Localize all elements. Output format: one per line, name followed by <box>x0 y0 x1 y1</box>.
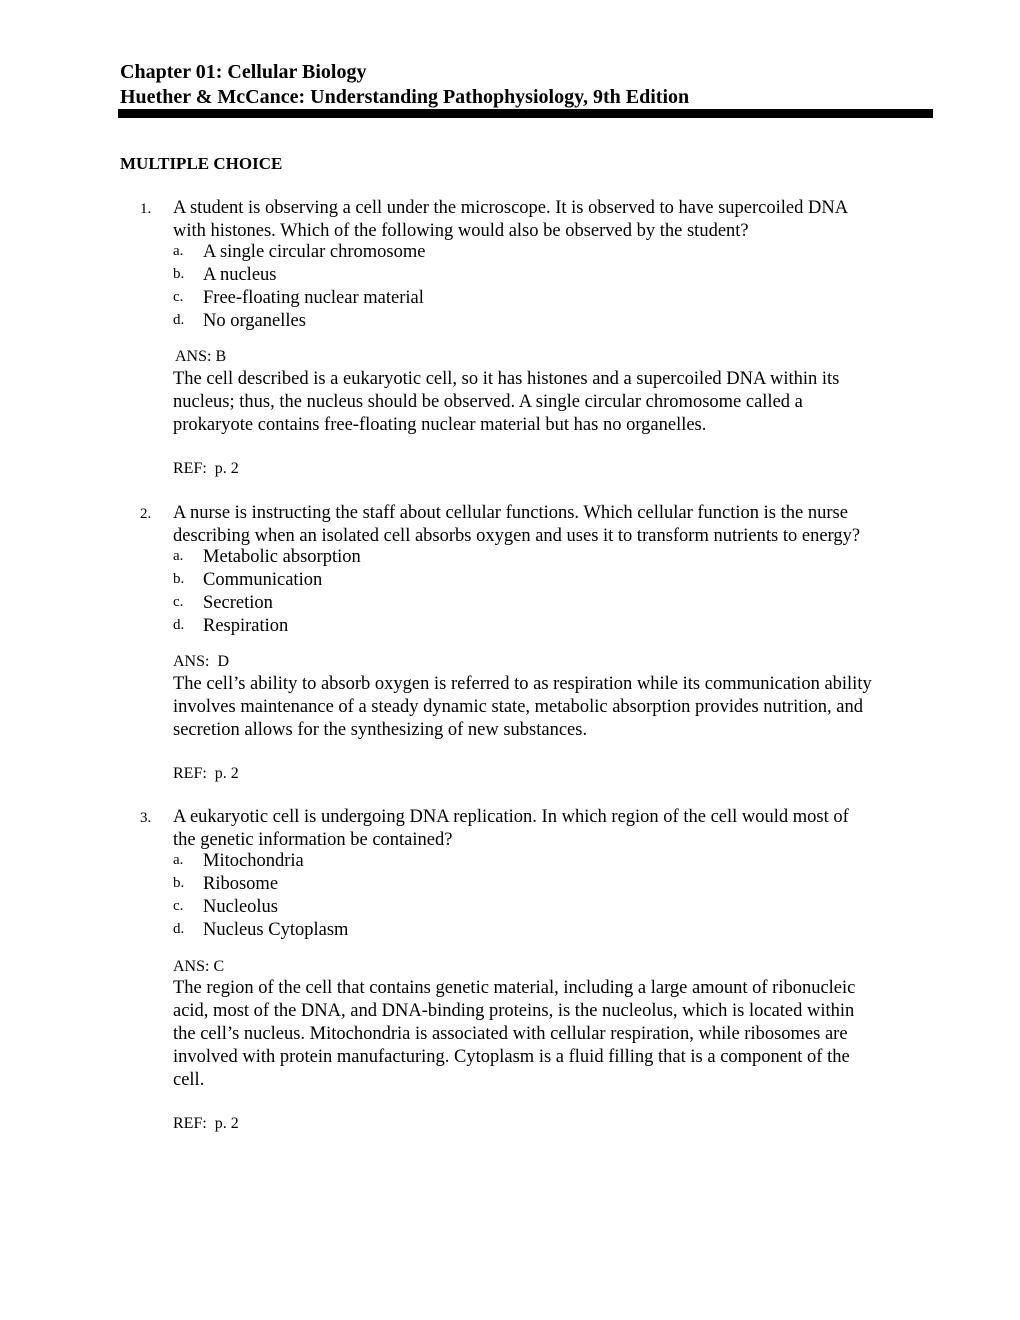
choice-letter: a. <box>173 852 184 868</box>
choice-d <box>173 615 873 638</box>
answer-key: ANS: B <box>175 348 227 365</box>
rationale-line: prokaryote contains free-floating nuclear material but has no organelles. <box>173 415 707 435</box>
answer-key: ANS: C <box>173 958 225 975</box>
choice-letter: a. <box>173 548 184 564</box>
choice-letter: b. <box>173 266 185 282</box>
book-title: Huether & McCance: Understanding Pathophysiology, 9th Edition <box>120 86 690 108</box>
choice-letter: d. <box>173 617 185 633</box>
stem-line: A eukaryotic cell is undergoing DNA replication. In which region of the cell would most of <box>173 807 849 827</box>
rationale-line: The region of the cell that contains genetic material, including a large amount of ribonucleic <box>173 978 856 998</box>
choice-a <box>173 850 873 873</box>
rationale-line: involves maintenance of a steady dynamic state, metabolic absorption provides nutrition, and <box>173 697 863 717</box>
rationale-line: The cell’s ability to absorb oxygen is referred to as respiration while its communication ability <box>173 674 872 694</box>
choice-text: Nucleolus <box>203 897 279 917</box>
choice-d <box>173 310 873 333</box>
choice-a <box>173 546 873 569</box>
document-header <box>120 60 933 110</box>
choice-letter: b. <box>173 571 185 587</box>
rationale-line: nucleus; thus, the nucleus should be observed. A single circular chromosome called a <box>173 392 803 412</box>
question-stem <box>173 502 938 548</box>
choice-b <box>173 873 873 896</box>
choice-text: Secretion <box>203 593 273 613</box>
choice-c <box>173 896 873 919</box>
choice-d <box>173 919 873 942</box>
question-stem <box>173 197 938 243</box>
question-number: 3. <box>140 810 152 826</box>
question-stem <box>173 806 938 852</box>
choice-c <box>173 592 873 615</box>
rationale-line: involved with protein manufacturing. Cytoplasm is a fluid filling that is a component of the <box>173 1047 850 1067</box>
rationale <box>173 673 938 742</box>
section-title: MULTIPLE CHOICE <box>120 154 283 173</box>
choice-text: Mitochondria <box>203 851 304 871</box>
choice-letter: b. <box>173 875 185 891</box>
choice-text: Ribosome <box>203 874 279 894</box>
header-rule <box>118 109 933 118</box>
choice-letter: c. <box>173 594 184 610</box>
choice-letter: d. <box>173 921 185 937</box>
stem-line: with histones. Which of the following would also be observed by the student? <box>173 221 749 241</box>
stem-line: describing when an isolated cell absorbs oxygen and uses it to transform nutrients to energy? <box>173 526 861 546</box>
choice-letter: c. <box>173 289 184 305</box>
choice-text: Nucleus Cytoplasm <box>203 920 349 940</box>
choice-text: No organelles <box>203 311 306 331</box>
choice-text: Metabolic absorption <box>203 547 361 567</box>
stem-line: A student is observing a cell under the microscope. It is observed to have supercoiled DNA <box>173 198 849 218</box>
choice-text: Communication <box>203 570 323 590</box>
rationale-line: secretion allows for the synthesizing of new substances. <box>173 720 588 740</box>
rationale <box>173 977 938 1092</box>
stem-line: the genetic information be contained? <box>173 830 453 850</box>
rationale-line: The cell described is a eukaryotic cell, so it has histones and a supercoiled DNA within its <box>173 369 840 389</box>
choice-letter: c. <box>173 898 184 914</box>
question-number: 1. <box>140 201 152 217</box>
choice-text: A nucleus <box>203 265 277 285</box>
choice-letter: d. <box>173 312 185 328</box>
question-number: 2. <box>140 506 152 522</box>
choice-b <box>173 569 873 592</box>
choice-a <box>173 241 873 264</box>
rationale-line: acid, most of the DNA, and DNA-binding proteins, is the nucleolus, which is located within <box>173 1001 855 1021</box>
answer-key: ANS: D <box>173 653 230 670</box>
rationale-line: the cell’s nucleus. Mitochondria is associated with cellular respiration, while ribosomes are <box>173 1024 848 1044</box>
page-reference: REF: p. 2 <box>173 1115 239 1132</box>
choice-text: Free-floating nuclear material <box>203 288 424 308</box>
rationale <box>173 368 938 437</box>
page-reference: REF: p. 2 <box>173 765 239 782</box>
page-reference: REF: p. 2 <box>173 460 239 477</box>
choice-text: A single circular chromosome <box>203 242 426 262</box>
stem-line: A nurse is instructing the staff about cellular functions. Which cellular function is the nurse <box>173 503 848 523</box>
choice-b <box>173 264 873 287</box>
choice-text: Respiration <box>203 616 289 636</box>
choice-letter: a. <box>173 243 184 259</box>
choice-c <box>173 287 873 310</box>
rationale-line: cell. <box>173 1070 205 1090</box>
chapter-title: Chapter 01: Cellular Biology <box>120 61 367 83</box>
